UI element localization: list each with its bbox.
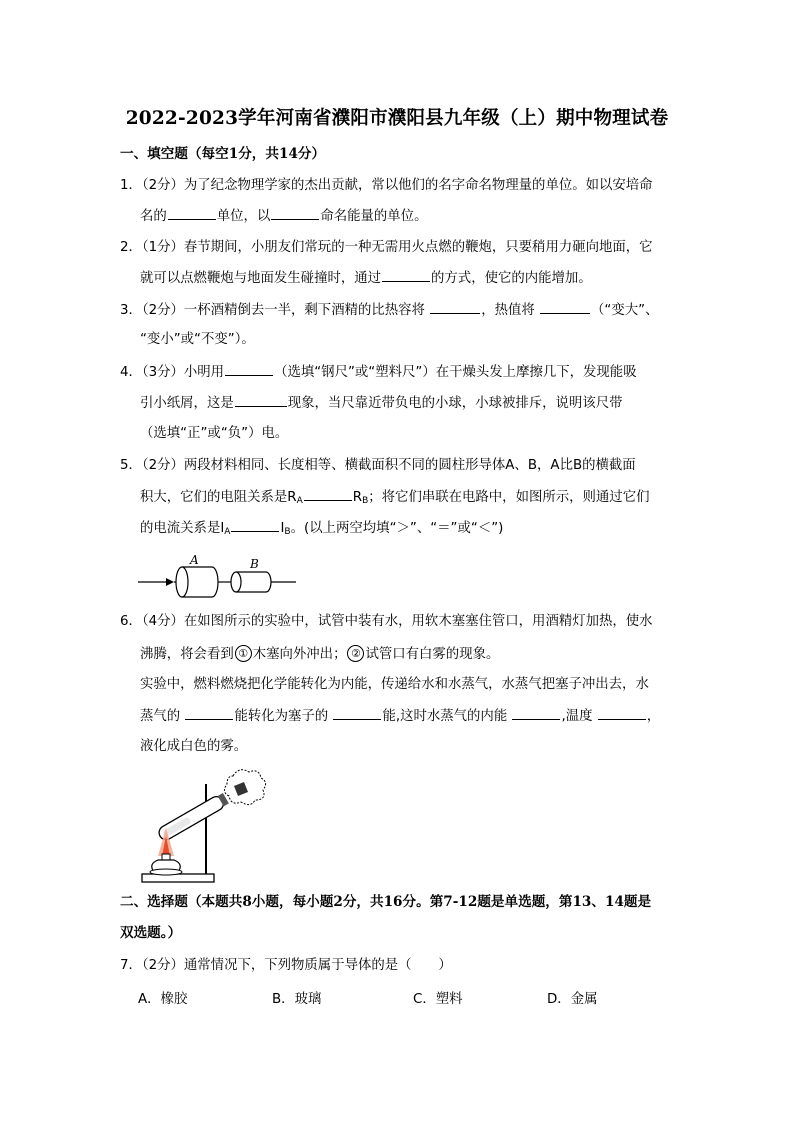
section-2-heading-cont: 双选题。） <box>120 925 182 941</box>
series-conductors-figure <box>136 552 301 600</box>
q5-line-1: 5．（2分）两段材料相同、长度相等、横截面积不同的圆柱形导体A、B，A比B的横截面 <box>120 458 636 473</box>
answer-blank <box>235 394 287 407</box>
answer-blank <box>304 488 352 501</box>
answer-blank <box>168 207 216 220</box>
q7-option-a[interactable]: A．橡胶 <box>138 992 188 1007</box>
q2-line-1: 2．（1分）春节期间，小朋友们常玩的一种无需用火点燃的鞭炮，只要稍用力砸向地面，它 <box>120 240 653 255</box>
q6-line-2: 沸腾，将会看到 ① 木塞向外冲出； ② 试管口有白雾的现象。 <box>140 647 500 662</box>
q6-line-3: 实验中，燃料燃烧把化学能转化为内能，传递给水和水蒸气，水蒸气把塞子冲出去，水 <box>140 677 649 692</box>
q7-stem: 7．（2分）通常情况下，下列物质属于导体的是（ ） <box>120 958 452 973</box>
q3-line-2: “变小”或“不变”）。 <box>140 332 255 347</box>
answer-blank <box>512 707 560 720</box>
section-2-heading: 二、选择题（本题共8小题，每小题2分，共16分。第7-12题是单选题，第13、14题是 <box>120 894 652 910</box>
label-b: B <box>250 557 259 571</box>
q3-line-1: 3．（2分）一杯酒精倒去一半，剩下酒精的比热容将 ，热值将 （“变大”、 <box>120 303 659 318</box>
q4-line-1: 4．（3分）小明用 （选填“钢尺”或“塑料尺”）在干燥头发上摩擦几下，发现能吸 <box>120 365 637 380</box>
q5-line-3: 的电流关系是$I_A$ $I_B$。(以上两空均填“＞”、“＝”或“＜”) <box>140 521 504 537</box>
answer-blank <box>185 707 233 720</box>
q7-option-b[interactable]: B．玻璃 <box>272 992 322 1007</box>
label-a: A <box>190 553 199 567</box>
q6-line-4: 蒸气的 能转化为塞子的 能,这时水蒸气的内能 ,温度 ， <box>140 709 661 724</box>
q5-line-2: 积大，它们的电阻关系是$R_A$ $R_B$；将它们串联在电路中，如图所示，则通过它们 <box>140 490 650 506</box>
test-tube-experiment-figure <box>138 764 268 886</box>
answer-blank <box>333 707 381 720</box>
answer-blank <box>225 363 273 376</box>
q7-option-c[interactable]: C．塑料 <box>413 992 463 1007</box>
section-1-heading: 一、填空题（每空1分，共14分） <box>120 146 326 162</box>
q4-line-2: 引小纸屑，这是 现象，当尺靠近带负电的小球，小球被排斥，说明该尺带 <box>140 396 623 411</box>
q4-line-3: （选填“正”或“负”）电。 <box>140 426 289 441</box>
q1-line-1: 1．（2分）为了纪念物理学家的杰出贡献，常以他们的名字命名物理量的单位。如以安培命 <box>120 178 653 193</box>
page-title: 2022-2023学年河南省濮阳市濮阳县九年级（上）期中物理试卷 <box>125 108 669 129</box>
answer-blank <box>598 707 646 720</box>
answer-blank <box>540 301 590 314</box>
q7-option-d[interactable]: D．金属 <box>547 992 598 1007</box>
q1-line-2: 名的 单位，以 命名能量的单位。 <box>140 209 428 224</box>
answer-blank <box>430 301 480 314</box>
q6-line-5: 液化成白色的雾。 <box>140 739 248 754</box>
answer-blank <box>271 207 319 220</box>
answer-blank <box>231 519 279 532</box>
q2-line-2: 就可以点燃鞭炮与地面发生碰撞时，通过 的方式，使它的内能增加。 <box>140 271 592 286</box>
answer-blank <box>382 269 430 282</box>
q6-line-1: 6．（4分）在如图所示的实验中，试管中装有水，用软木塞塞住管口，用酒精灯加热，使水 <box>120 614 653 629</box>
